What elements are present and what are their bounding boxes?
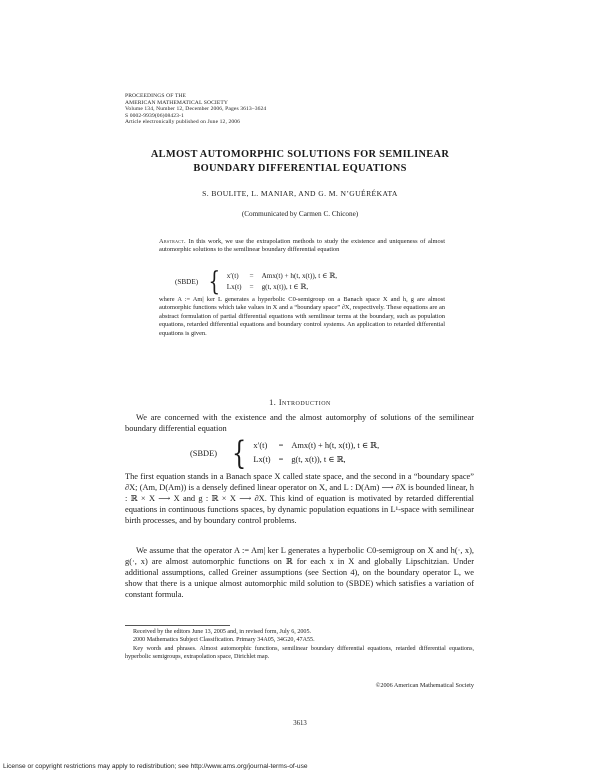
journal-header-line: S 0002-9939(06)08423-1	[125, 112, 184, 119]
equation-row	[249, 439, 383, 453]
abstract-system-label: (SBDE)	[175, 278, 199, 286]
paragraph-1: We are concerned with the existence and the almost automorphy of solutions of the semilinear boundary differential equation	[125, 413, 474, 433]
abstract-continuation: where A := Am| ker L generates a hyperbolic C0-semigroup on a Banach space X and h, g are almost automorphic functions which take values in X and a “boundary space” ∂X, respectively. These equations are an abstract formulation of partial differential equations with semilinear terms at the boundary, such as population equations, retarded differential equations and boundary control systems. An application to retarded differential equations is given.	[159, 296, 445, 337]
paper-title-line-2: BOUNDARY DIFFERENTIAL EQUATIONS	[193, 163, 407, 174]
communicated-by: (Communicated by Carmen C. Chicone)	[241, 210, 359, 218]
equation-rhs: g(t, x(t)), t ∈ ℝ,	[261, 283, 309, 291]
equation-lhs: x′(t)	[226, 272, 239, 280]
equation-lhs: Lx(t)	[226, 283, 242, 291]
copyright-notice: ©2006 American Mathematical Society	[375, 682, 474, 689]
journal-header-line: Article electronically published on June 12, 2006	[125, 119, 241, 125]
abstract	[159, 238, 445, 255]
equation-lhs: x′(t)	[253, 441, 268, 450]
footnote-divider	[125, 625, 230, 626]
equation-rhs: g(t, x(t)), t ∈ ℝ,	[291, 455, 346, 464]
abstract-equations	[223, 271, 341, 293]
footnote-msc: 2000 Mathematics Subject Classification. Primary 34A05, 34G20, 47A55.	[133, 637, 315, 644]
section-heading	[0, 398, 600, 407]
body-equation-system	[190, 434, 383, 472]
brace-icon: {	[232, 434, 247, 472]
footnotes	[125, 628, 474, 661]
paragraph-2: The first equation stands in a Banach space X called state space, and the second in a “boundary space” ∂X; (Am, D(Am)) is a densely defined linear operator on X, and L : D(Am) ⟶ ∂X is bounded linear, h : ℝ × X ⟶ X and g : ℝ × X ⟶ ∂X. This kind of equation is motivated by retarded differential equations in continuous functions spaces, by dynamic population equations in L¹-space with semilinear birth processes, and by boundary control problems.	[125, 472, 474, 525]
equation-relation: =	[249, 283, 254, 291]
equation-lhs: Lx(t)	[253, 455, 271, 464]
brace-icon: {	[208, 267, 221, 297]
journal-header-line: Volume 134, Number 12, December 2006, Pages 3613–3624	[125, 106, 267, 112]
body-system-label: (SBDE)	[190, 448, 217, 458]
equation-rhs: Amx(t) + h(t, x(t)), t ∈ ℝ,	[291, 441, 380, 450]
body-equations	[249, 439, 383, 467]
abstract-equation-system	[175, 269, 341, 295]
page-number: 3613	[293, 720, 307, 727]
equation-relation: =	[278, 455, 284, 464]
paper-title-line-1: ALMOST AUTOMORPHIC SOLUTIONS FOR SEMILINEAR	[150, 149, 450, 160]
section-title: Introduction	[278, 398, 331, 407]
abstract-text: In this work, we use the extrapolation methods to study the existence and uniqueness of almost automorphic solutions to the semilinear boundary differential equation	[159, 238, 445, 254]
equation-row	[223, 282, 341, 293]
equation-rhs: Amx(t) + h(t, x(t)), t ∈ ℝ,	[261, 272, 337, 280]
section-number: 1.	[269, 398, 277, 407]
equation-row	[249, 453, 383, 467]
equation-relation: =	[278, 441, 284, 450]
journal-header	[125, 93, 266, 126]
paragraph-3: We assume that the operator A := Am| ker L generates a hyperbolic C0-semigroup on X and h(·, x), g(·, x) are almost automorphic functions on ℝ for each x in X and globally Lipschitzian. Under additional assumptions, called Greiner assumptions (see Section 4), on the boundary operator L, we show that there is a unique almost automorphic mild solution to (SBDE) which satisfies a variation of constant formula.	[125, 546, 474, 599]
authors: S. BOULITE, L. MANIAR, AND G. M. N’GUÉRÉKATA	[202, 189, 398, 198]
journal-header-line: PROCEEDINGS OF THE	[125, 93, 187, 99]
abstract-label: Abstract.	[159, 238, 186, 245]
footnote-keywords: Key words and phrases. Almost automorphic functions, semilinear boundary differential equations, retarded differential equations, hyperbolic semigroups, extrapolation space, Dirichlet map.	[125, 645, 474, 660]
license-notice: License or copyright restrictions may apply to redistribution; see http://www.ams.org/journal-terms-of-use	[3, 763, 308, 770]
footnote-received: Received by the editors June 13, 2005 and, in revised form, July 6, 2005.	[133, 629, 312, 635]
journal-header-line: AMERICAN MATHEMATICAL SOCIETY	[125, 99, 229, 106]
equation-relation: =	[249, 272, 254, 280]
equation-row	[223, 271, 341, 282]
paper-title	[0, 148, 600, 176]
